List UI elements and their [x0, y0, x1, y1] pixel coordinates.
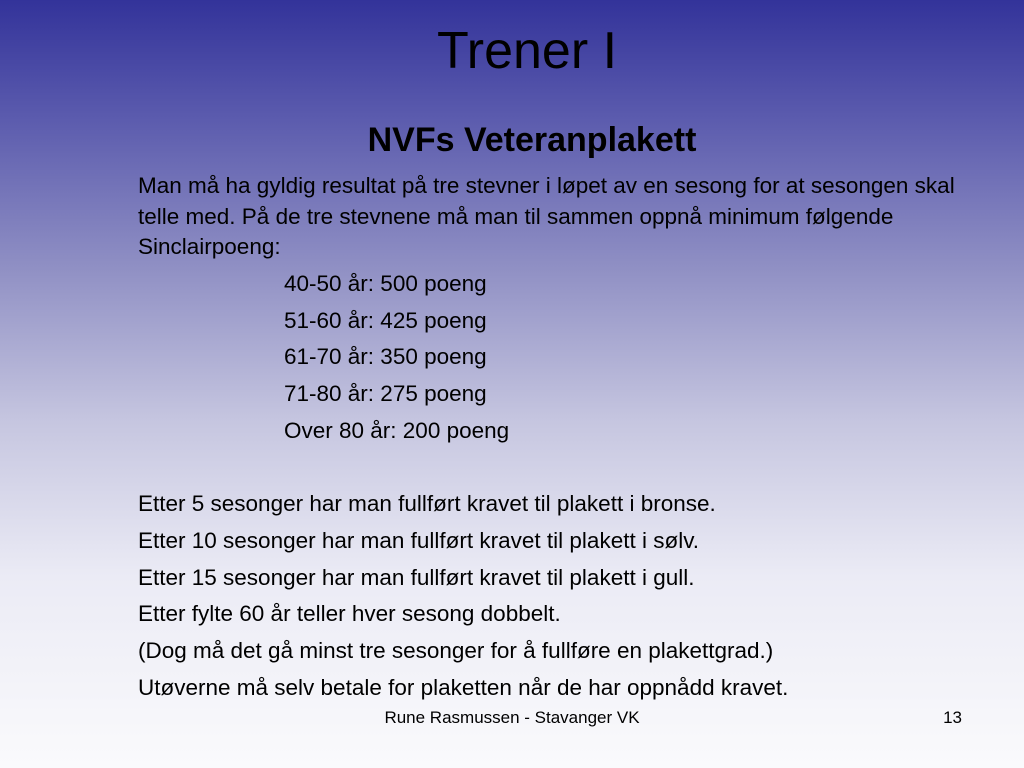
slide-subtitle: NVFs Veteranplakett: [367, 121, 697, 159]
plaque-notes-list: [138, 488, 788, 709]
score-item-61-70: 61-70 år: 350 poeng: [284, 344, 487, 370]
score-requirements-list: [284, 268, 509, 451]
score-item-71-80: 71-80 år: 275 poeng: [284, 381, 487, 407]
note-gold: Etter 15 sesonger har man fullført kravet til plakett i gull.: [138, 564, 695, 590]
note-minimum-seasons: (Dog må det gå minst tre sesonger for å fullføre en plakettgrad.): [138, 638, 774, 664]
score-item-51-60: 51-60 år: 425 poeng: [284, 307, 487, 333]
score-item-over-80: Over 80 år: 200 poeng: [284, 417, 510, 443]
note-payment: Utøverne må selv betale for plaketten når de har oppnådd kravet.: [138, 674, 789, 700]
page-number: 13: [943, 708, 962, 727]
score-item-40-50: 40-50 år: 500 poeng: [284, 271, 487, 296]
slide-title: Trener I: [436, 22, 618, 80]
note-bronze: Etter 5 sesonger har man fullført kravet til plakett i bronse.: [138, 491, 716, 516]
intro-paragraph: Man må ha gyldig resultat på tre stevner i løpet av en sesong for at sesongen skal telle med. På de tre stevnene må man til sammen oppnå minimum følgende Sinclairpoeng:: [138, 173, 955, 259]
footer-author: Rune Rasmussen - Stavanger VK: [384, 708, 640, 727]
note-double-season: Etter fylte 60 år teller hver sesong dobbelt.: [138, 601, 561, 627]
note-silver: Etter 10 sesonger har man fullført kravet til plakett i sølv.: [138, 527, 700, 553]
